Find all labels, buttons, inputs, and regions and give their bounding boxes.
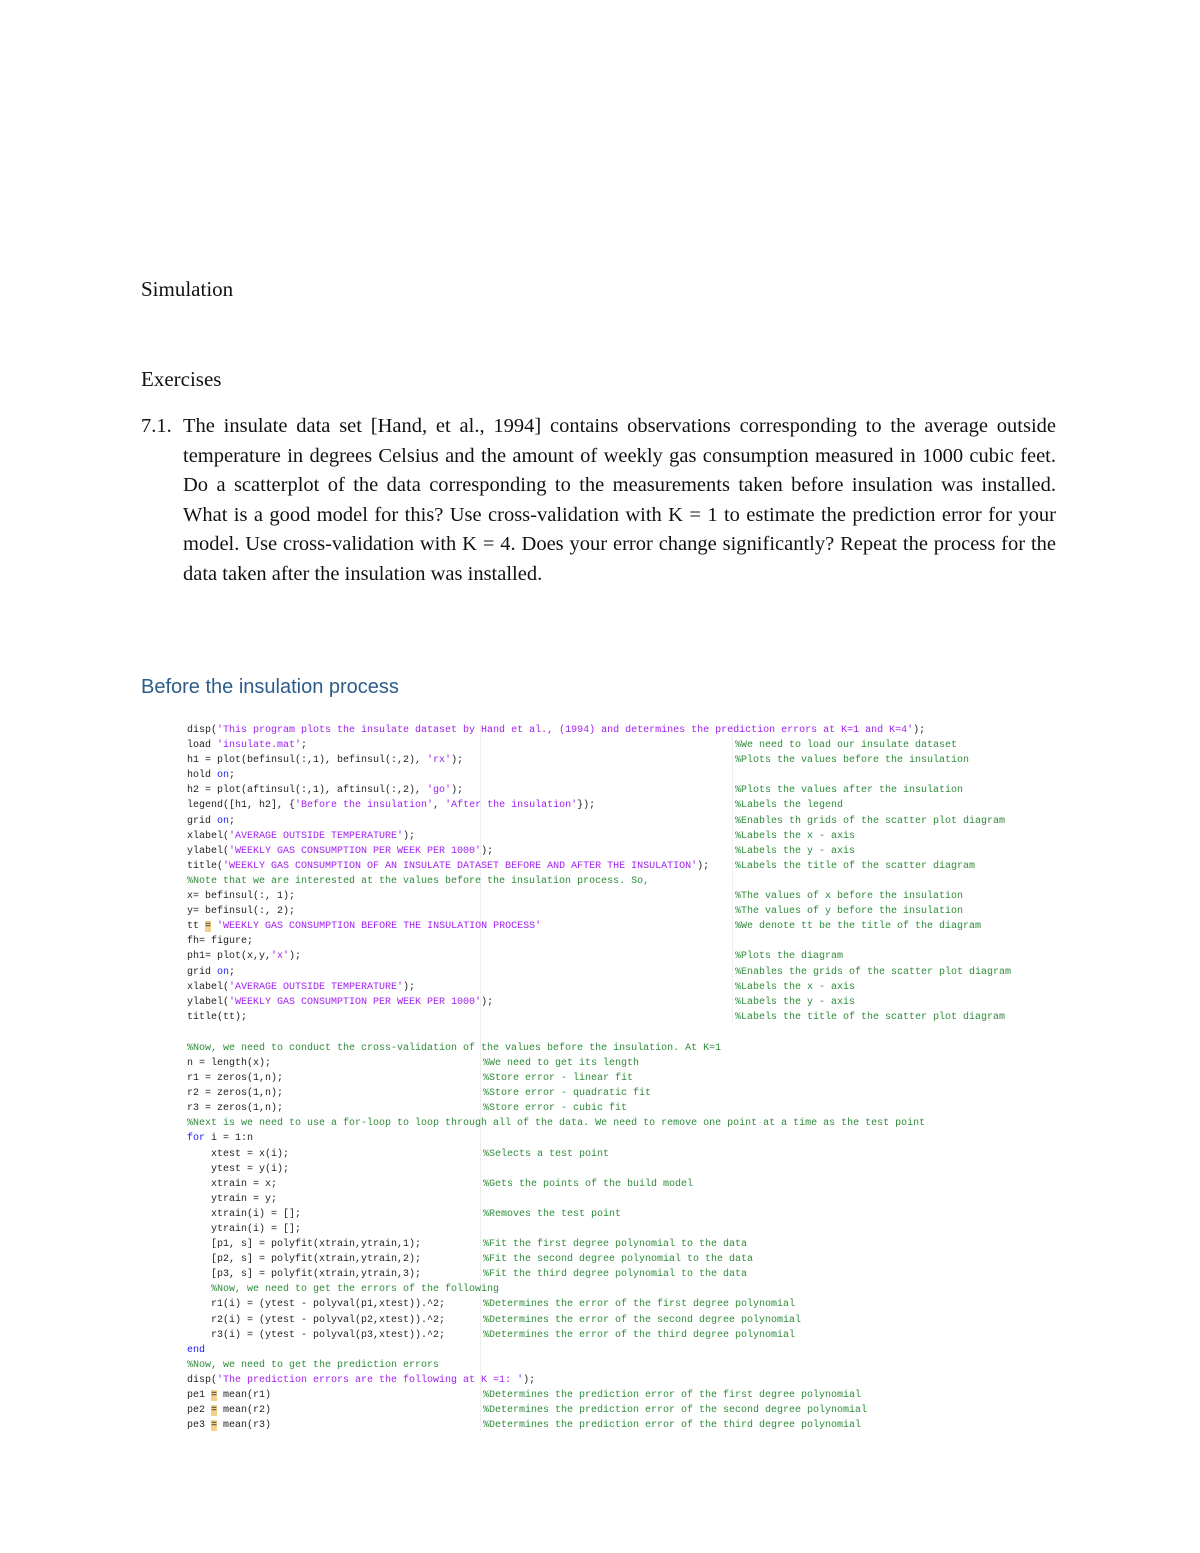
code-line: grid on; %Enables th grids of the scatter plot diagram: [187, 815, 1006, 827]
subheading-before-insulation: Before the insulation process: [141, 676, 399, 698]
code-line: ytrain(i) = [];: [187, 1224, 302, 1235]
code-line: %Now, we need to get the prediction errors: [187, 1359, 440, 1371]
code-line: r3(i) = (ytest - polyval(p3,xtest)).^2; %Determines the error of the third degree polynomial: [187, 1329, 796, 1341]
code-line: y= befinsul(:, 2); %The values of y before the insulation: [187, 906, 964, 918]
code-line: legend([h1, h2], {'Before the insulation', 'After the insulation'}); %Labels the legend: [187, 800, 844, 812]
code-line: pe3 = mean(r3) %Determines the prediction error of the third degree polynomial: [187, 1420, 862, 1432]
code-line: end: [187, 1344, 206, 1356]
code-line: ytrain = y;: [187, 1193, 278, 1205]
code-line: hold on;: [187, 770, 236, 782]
code-line: xtest = x(i); %Selects a test point: [187, 1148, 610, 1160]
code-line: for i = 1:n: [187, 1133, 254, 1145]
code-line: n = length(x); %We need to get its length: [187, 1057, 640, 1069]
code-line: %Next is we need to use a for-loop to loop through all of the data. We need to remove one point at a time as the test point: [187, 1118, 926, 1130]
code-line: %Now, we need to conduct the cross-validation of the values before the insulation. At K=1: [187, 1042, 722, 1054]
exercise-number: 7.1.: [141, 415, 172, 437]
section-heading: Exercises: [141, 367, 222, 391]
code-line: ylabel('WEEKLY GAS CONSUMPTION PER WEEK PER 1000'); %Labels the y - axis: [187, 845, 856, 857]
code-gap: [187, 1025, 925, 1041]
code-line: x= befinsul(:, 1); %The values of x before the insulation: [187, 891, 964, 903]
code-block: [187, 723, 1012, 1433]
code-line: load 'insulate.mat'; %We need to load our insulate dataset: [187, 740, 958, 752]
page-title: Simulation: [141, 277, 234, 301]
code-line: xtrain(i) = []; %Removes the test point: [187, 1208, 622, 1220]
code-line: %Note that we are interested at the values before the insulation process. So,: [187, 875, 650, 887]
code-line: pe1 = mean(r1) %Determines the prediction error of the first degree polynomial: [187, 1390, 862, 1402]
code-line: pe2 = mean(r2) %Determines the prediction error of the second degree polynomial: [187, 1405, 868, 1417]
exercise-7-1: [141, 412, 1056, 589]
code-line: r1(i) = (ytest - polyval(p1,xtest)).^2; %Determines the error of the first degree polynomial: [187, 1299, 796, 1311]
code-line: [p2, s] = polyfit(xtrain,ytrain,2); %Fit the second degree polynomial to the data: [187, 1254, 754, 1266]
code-line: grid on; %Enables the grids of the scatter plot diagram: [187, 966, 1012, 978]
code-line: title(tt); %Labels the title of the scatter plot diagram: [187, 1011, 1006, 1023]
code-line: r2(i) = (ytest - polyval(p2,xtest)).^2; %Determines the error of the second degree polynomial: [187, 1314, 802, 1326]
exercise-text: The insulate data set [Hand, et al., 1994] contains observations corresponding to the average outside temperature in degrees Celsius and the amount of weekly gas consumption measured in 1000 cubic feet. Do a scatterplot of the data corresponding to the measurements taken before insulation was installed. What is a good model for this? Use cross-validation with K = 1 to estimate the prediction error for your model. Use cross-validation with K = 4. Does your error change significantly? Repeat the process for the data taken after the insulation was installed.: [183, 415, 1056, 585]
code-line: tt = 'WEEKLY GAS CONSUMPTION BEFORE THE INSULATION PROCESS' %We denote tt be the title of the diagram: [187, 921, 982, 933]
code-line: h1 = plot(befinsul(:,1), befinsul(:,2), 'rx'); %Plots the values before the insulation: [187, 755, 970, 767]
code-line: ytest = y(i);: [187, 1163, 290, 1175]
code-line: xlabel('AVERAGE OUTSIDE TEMPERATURE'); %Labels the x - axis: [187, 830, 856, 842]
code-line: r1 = zeros(1,n); %Store error - linear fit: [187, 1073, 634, 1085]
code-line: r3 = zeros(1,n); %Store error - cubic fit: [187, 1103, 628, 1115]
code-line: [p1, s] = polyfit(xtrain,ytrain,1); %Fit the first degree polynomial to the data: [187, 1239, 748, 1251]
code-line: xlabel('AVERAGE OUTSIDE TEMPERATURE'); %Labels the x - axis: [187, 981, 856, 993]
code-line: fh= figure;: [187, 936, 254, 948]
code-line: title('WEEKLY GAS CONSUMPTION OF AN INSULATE DATASET BEFORE AND AFTER THE INSULATION'); %Labels the title of the scatter diagram: [187, 860, 976, 872]
code-line: xtrain = x; %Gets the points of the build model: [187, 1178, 694, 1190]
code-line: [p3, s] = polyfit(xtrain,ytrain,3); %Fit the third degree polynomial to the data: [187, 1269, 748, 1281]
code-line: ph1= plot(x,y,'x'); %Plots the diagram: [187, 951, 844, 963]
code-line: h2 = plot(aftinsul(:,1), aftinsul(:,2), 'go'); %Plots the values after the insulation: [187, 785, 964, 797]
code-line: r2 = zeros(1,n); %Store error - quadratic fit: [187, 1088, 652, 1100]
code-line: disp('The prediction errors are the following at K =1: ');: [187, 1374, 536, 1386]
code-line: %Now, we need to get the errors of the following: [187, 1284, 500, 1296]
code-line: ylabel('WEEKLY GAS CONSUMPTION PER WEEK PER 1000'); %Labels the y - axis: [187, 996, 856, 1008]
code-line: disp('This program plots the insulate dataset by Hand et al., (1994) and determines the prediction errors at K=1 and K=4');: [187, 725, 926, 736]
